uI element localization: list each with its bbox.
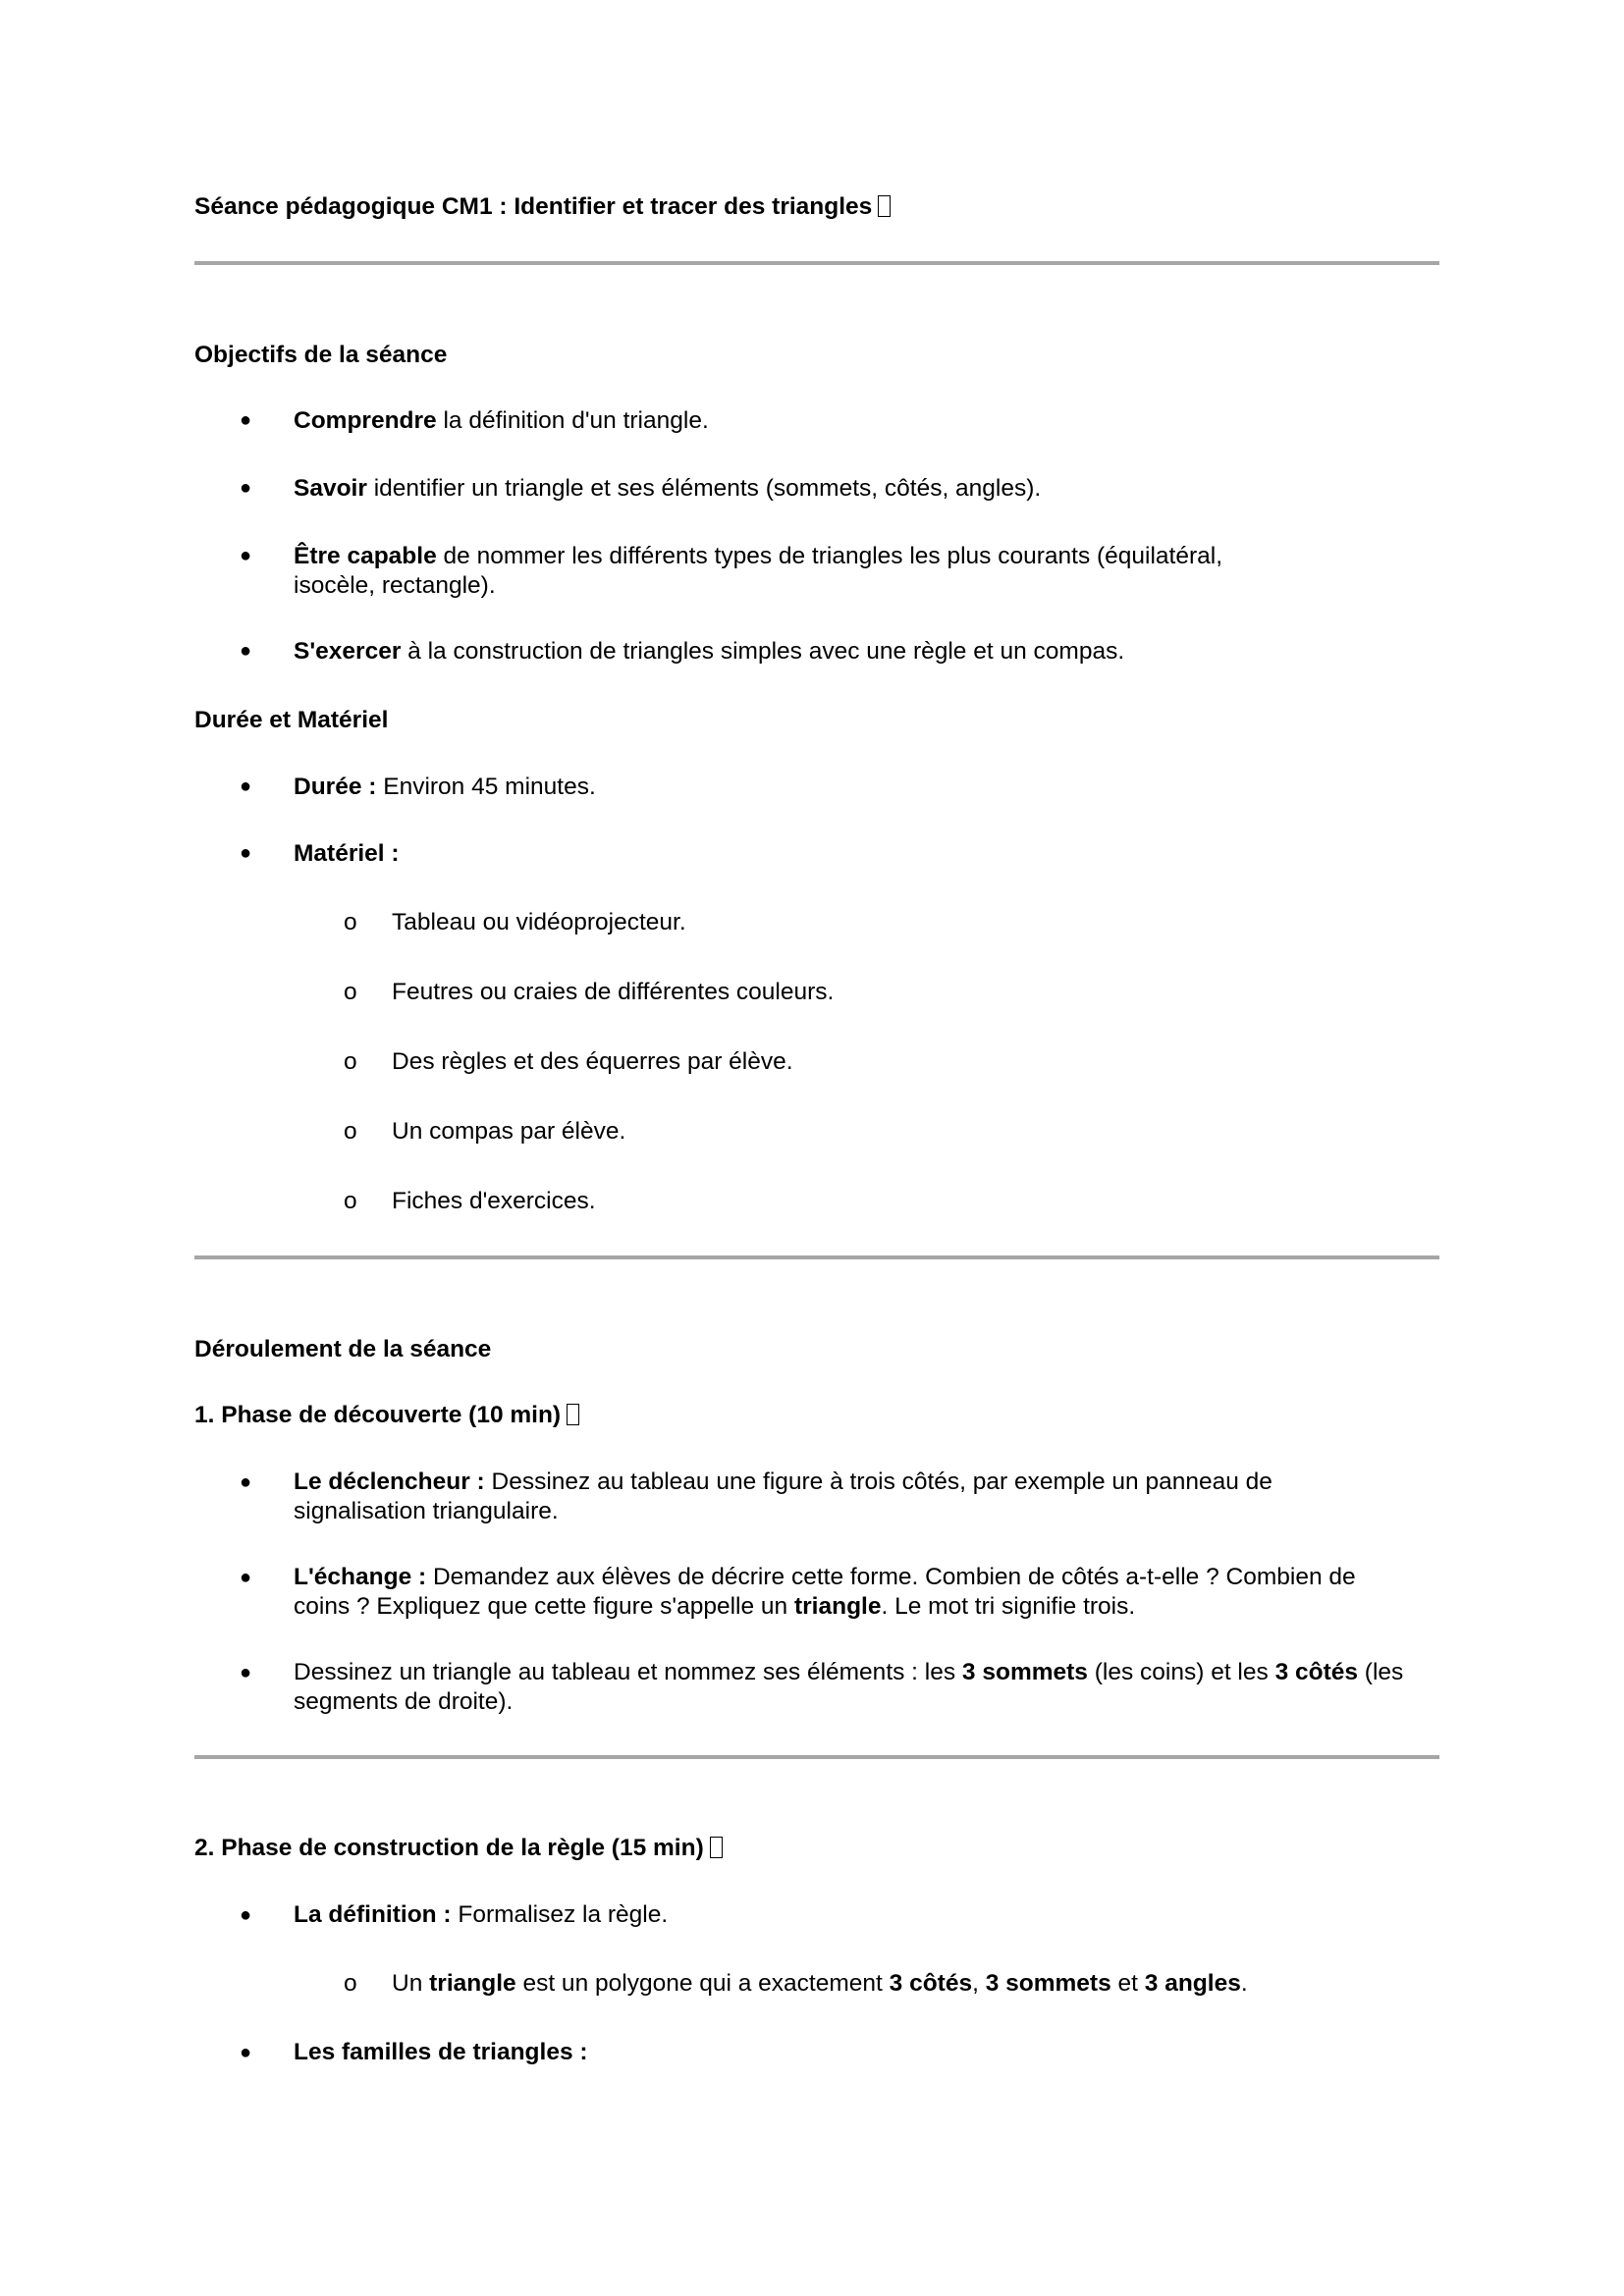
bullet-icon	[240, 1468, 251, 1497]
bullet-icon	[240, 405, 251, 435]
bullet-icon	[240, 541, 251, 570]
objectif-item	[294, 406, 1442, 436]
bullet-icon	[240, 636, 251, 666]
phase1-item-text: (les coins) et les	[1087, 1659, 1275, 1685]
objectif-bold: Être capable	[294, 543, 437, 569]
sub-bullet-icon	[344, 1047, 357, 1077]
objectif-text: de nommer les différents types de triangles les plus courants (équilatéral, isocèle, rectangle).	[294, 543, 1223, 599]
rule-subitem	[392, 1969, 1433, 1999]
rule-text: et	[1110, 1970, 1145, 1997]
objectif-bold: S'exercer	[294, 638, 402, 665]
bullet-icon	[240, 772, 251, 801]
sub-bullet-icon	[344, 908, 357, 937]
materiel-item	[294, 839, 1442, 869]
bullet-icon	[240, 1900, 251, 1930]
sub-bullet-icon	[344, 1117, 357, 1147]
materiel-subitem: Des règles et des équerres par élève.	[392, 1048, 793, 1075]
phase1-item	[294, 1563, 1398, 1622]
duree-label: Durée :	[294, 774, 377, 800]
phase1-item-text: (les segments de droite).	[294, 1659, 1404, 1715]
phase1-item-text: Dessinez au tableau une figure à trois côtés, par exemple un panneau de signalisation triangulaire.	[294, 1468, 1272, 1524]
bullet-icon	[240, 473, 251, 503]
objectif-text: à la construction de triangles simples avec une règle et un compas.	[401, 638, 1125, 665]
objectif-item	[294, 637, 1442, 667]
missing-glyph-icon	[878, 195, 891, 217]
phase1-item	[294, 1658, 1447, 1717]
phase1-item-bold: triangle	[793, 1593, 882, 1620]
rule-bold: 3 sommets	[985, 1970, 1111, 1997]
bullet-icon	[240, 838, 251, 868]
sub-bullet-icon	[344, 978, 357, 1007]
materiel-label: Matériel :	[294, 840, 400, 867]
phase2-item	[294, 2038, 1442, 2067]
phase1-heading	[194, 1402, 579, 1429]
bullet-icon	[240, 2038, 251, 2067]
phase2-item	[294, 1900, 1442, 1930]
divider	[194, 261, 1439, 265]
rule-bold: triangle	[429, 1970, 516, 1997]
phase2-heading-text: 2. Phase de construction de la règle (15 min)	[194, 1835, 704, 1861]
objectif-bold: Savoir	[294, 475, 367, 502]
section-heading-objectifs: Objectifs de la séance	[194, 342, 448, 368]
divider	[194, 1755, 1439, 1759]
rule-text: .	[1240, 1970, 1248, 1997]
rule-text: est un polygone qui a exactement	[515, 1970, 890, 1997]
duree-item	[294, 773, 1442, 802]
bullet-icon	[240, 1658, 251, 1687]
objectif-text: la définition d'un triangle.	[436, 407, 709, 434]
rule-bold: 3 angles	[1144, 1970, 1241, 1997]
sub-bullet-icon	[344, 1969, 357, 1999]
phase1-item-bold: 3 sommets	[961, 1659, 1088, 1685]
phase1-item-text: Dessinez un triangle au tableau et nommez ses éléments : les	[294, 1659, 962, 1685]
section-heading-deroulement: Déroulement de la séance	[194, 1336, 492, 1362]
phase1-item	[294, 1468, 1315, 1526]
materiel-subitem: Tableau ou vidéoprojecteur.	[392, 909, 686, 935]
rule-text: ,	[972, 1970, 986, 1997]
phase2-heading	[194, 1835, 723, 1862]
missing-glyph-icon	[710, 1837, 723, 1858]
phase1-heading-text: 1. Phase de découverte (10 min)	[194, 1402, 562, 1428]
phase2-item-text: Formalisez la règle.	[451, 1901, 669, 1928]
section-heading-duree-materiel: Durée et Matériel	[194, 707, 389, 733]
objectif-item	[294, 542, 1275, 601]
page-title	[194, 193, 891, 221]
phase1-item-bold: 3 côtés	[1274, 1659, 1358, 1685]
materiel-subitem: Fiches d'exercices.	[392, 1188, 596, 1214]
bullet-icon	[240, 1563, 251, 1592]
missing-glyph-icon	[567, 1404, 579, 1425]
phase1-item-bold: L'échange :	[294, 1564, 427, 1590]
phase2-item-bold: La définition :	[294, 1901, 452, 1928]
duree-text: Environ 45 minutes.	[376, 774, 596, 800]
materiel-subitem: Feutres ou craies de différentes couleurs.	[392, 979, 835, 1005]
page-title-text: Séance pédagogique CM1 : Identifier et tracer des triangles	[194, 193, 873, 220]
phase2-item-bold: Les familles de triangles :	[294, 2039, 588, 2065]
phase1-item-text: Demandez aux élèves de décrire cette forme. Combien de côtés a-t-elle ? Combien de coins ? Expliquez que cette figure s'appelle un	[294, 1564, 1356, 1620]
sub-bullet-icon	[344, 1187, 357, 1216]
rule-text: Un	[392, 1970, 430, 1997]
divider	[194, 1255, 1439, 1259]
phase1-item-bold: Le déclencheur :	[294, 1468, 485, 1495]
materiel-subitem: Un compas par élève.	[392, 1118, 626, 1145]
rule-bold: 3 côtés	[889, 1970, 973, 1997]
phase1-item-text: . Le mot tri signifie trois.	[881, 1593, 1136, 1620]
objectif-item	[294, 474, 1442, 504]
objectif-text: identifier un triangle et ses éléments (sommets, côtés, angles).	[366, 475, 1042, 502]
objectif-bold: Comprendre	[294, 407, 437, 434]
